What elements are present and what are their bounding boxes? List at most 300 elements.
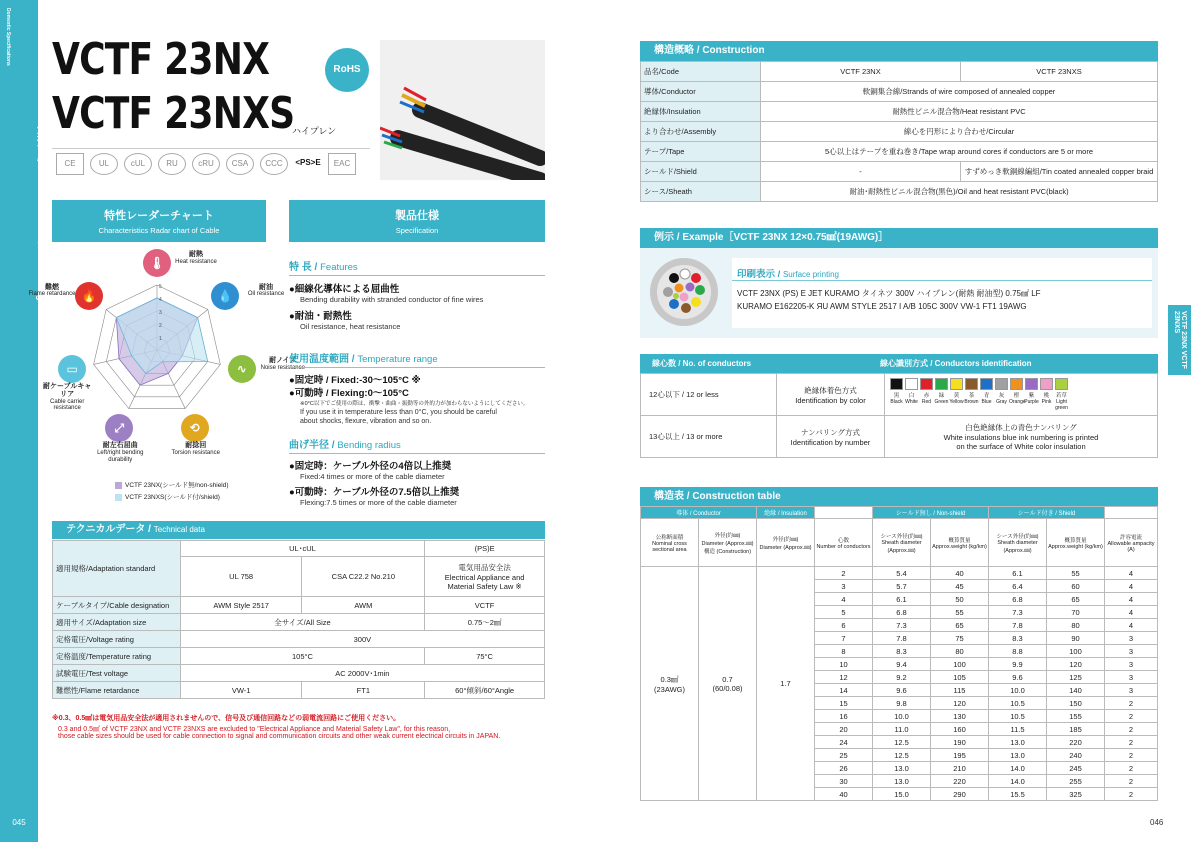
radar-header-en: Characteristics Radar chart of Cable (98, 226, 220, 235)
cons-label: 品名/Code (641, 62, 761, 82)
feature-2: ●耐油・耐熱性 (289, 311, 352, 322)
table-cell: 6.1 (989, 567, 1047, 580)
tech-cell: VW-1 (180, 682, 302, 699)
tech-note-en2: those cable sizes should be used for cable connection to signal and communication circuits and other weak current electrical circuits in JAPAN. (58, 733, 501, 740)
radar-axis-label (95, 442, 145, 463)
color-code-list (885, 374, 1158, 416)
radar-axis-label-en: Torsion resistance (171, 450, 220, 457)
radar-tick-label: 4 (159, 297, 162, 303)
color-jp: 紫 (1028, 393, 1035, 399)
color-swatch (905, 378, 918, 390)
table-cell: 14.0 (989, 762, 1047, 775)
table-cell: 55 (931, 606, 989, 619)
table-cell: 55 (1047, 567, 1105, 580)
color-jp: 桃 (1043, 393, 1050, 399)
col-sd-ns (873, 519, 931, 567)
tech-cell: CSA C22.2 No.210 (302, 557, 425, 597)
tech-cell: 75°C (425, 648, 545, 665)
tech-label: 定格温度/Temperature rating (53, 648, 181, 665)
col-dia (699, 519, 757, 567)
table-cell: 195 (931, 749, 989, 762)
tech-label: ケーブルタイプ/Cable designation (53, 597, 181, 614)
tech-label: 適用サイズ/Adaptation size (53, 614, 181, 631)
color-jp: 若草 (1055, 393, 1067, 399)
color-jp: 白 (908, 393, 915, 399)
tech-cell-line: 電気用品安全法 (458, 563, 511, 572)
cable-illustration (380, 40, 545, 180)
color-en: Orange (1009, 399, 1026, 405)
radar-axis-label-jp: 耐油 (259, 283, 274, 291)
features-title-en: Features (320, 262, 358, 273)
cond-method-en: Identification by color (795, 395, 866, 405)
color-jp: 灰 (998, 393, 1005, 399)
table-cell: 9.6 (989, 671, 1047, 684)
table-cell: 12.5 (873, 736, 931, 749)
tech-note-jp: ※0.3、0.5㎟は電気用品安全法が適用されませんので、信号及び通信回路などの弱電流回路にご使用ください。 (52, 715, 401, 722)
table-cell: 24 (815, 736, 873, 749)
table-cell: 2 (1105, 723, 1158, 736)
table-cell: 3 (1105, 671, 1158, 684)
col-head-en: Diameter (Approx.㎜) 構造 (Construction) (701, 540, 754, 555)
print-line1: VCTF 23NX (PS) E JET KURAMO タイネツ 300V ハイプレン(耐熱 耐油型) 0.75㎟ LF (737, 289, 1041, 298)
cons-cell: VCTF 23NX (761, 62, 961, 82)
cert-icon: CE (56, 153, 84, 175)
example-header: 例示 / Example［VCTF 23NX 12×0.75㎟(19AWG)］ (640, 228, 1158, 248)
spec-header-jp: 製品仕様 (395, 210, 439, 222)
table-cell: 9.9 (989, 658, 1047, 671)
temp-note-en1: If you use it in temperature less than 0°C, you should be careful (300, 409, 497, 416)
color-chip (1024, 378, 1039, 405)
cons-cell: 5心以上はテープを重ね巻き/Tape wrap around cores if conductors are 5 or more (761, 142, 1158, 162)
radar-tick-label: 5 (159, 284, 162, 290)
cons-cell: 軟銅集合線/Strands of wire composed of annealed copper (761, 82, 1158, 102)
radar-axis-label (42, 383, 92, 412)
radar-axis-label (241, 284, 291, 298)
title-line1: VCTF 23NX (52, 34, 270, 85)
table-cell: 155 (1047, 710, 1105, 723)
cable-carrier-icon: ▭ (58, 355, 86, 383)
col-head-en: Number of conductors (816, 543, 871, 550)
table-cell: 245 (1047, 762, 1105, 775)
table-cell: 100 (1047, 645, 1105, 658)
table-cell: 2 (1105, 736, 1158, 749)
col-amp (1105, 519, 1158, 567)
table-cell: 10.0 (873, 710, 931, 723)
radar-header-jp: 特性レーダーチャート (104, 210, 214, 222)
table-cell: 220 (931, 775, 989, 788)
color-jp: 黒 (893, 393, 900, 399)
legend-label: VCTF 23NX(シールド無/non-shield) (125, 482, 229, 489)
merged-cell (641, 567, 699, 801)
col-head-en: Approx.weight (kg/km) (1048, 543, 1103, 550)
table-cell: 40 (815, 788, 873, 801)
page-number-right: 046 (1150, 818, 1164, 827)
cons-cell: VCTF 23NXS (961, 62, 1158, 82)
table-cell: 325 (1047, 788, 1105, 801)
tech-label: 難燃性/Flame retardance (53, 682, 181, 699)
color-en: Brown (964, 399, 979, 405)
table-cell: 2 (815, 567, 873, 580)
table-cell: 26 (815, 762, 873, 775)
radar-tick-label: 1 (159, 336, 162, 342)
cons-label: より合わせ/Assembly (641, 122, 761, 142)
cons-cell: 耐熱性ビニル混合物/Heat resistant PVC (761, 102, 1158, 122)
spec-header (289, 200, 545, 242)
table-cell: 70 (1047, 606, 1105, 619)
table-cell: 6.4 (989, 580, 1047, 593)
bend-title: 曲げ半径 / Bending radius (289, 436, 545, 454)
color-jp: 青 (983, 393, 990, 399)
cert-icon: RU (158, 153, 186, 175)
table-cell: 3 (1105, 684, 1158, 697)
color-en: Green (934, 399, 949, 405)
table-cell: 9.2 (873, 671, 931, 684)
tech-cell: FT1 (302, 682, 425, 699)
merged-cell-line: 0.3㎟ (660, 674, 679, 684)
color-chip (994, 378, 1009, 405)
col-head-en: Allowable ampacity (A) (1107, 540, 1155, 553)
table-cell: 3 (1105, 632, 1158, 645)
tech-label: 試験電圧/Test voltage (53, 665, 181, 682)
table-cell: 2 (1105, 749, 1158, 762)
tech-cell (425, 557, 545, 597)
table-cell: 160 (931, 723, 989, 736)
color-en: Light green (1055, 399, 1068, 411)
side-band (0, 0, 47, 842)
col-w-ns (931, 519, 989, 567)
col-ins (757, 519, 815, 567)
radar-header (52, 200, 266, 242)
grp-blank (815, 507, 873, 519)
feature-2-en: Oil resistance, heat resistance (300, 322, 401, 331)
merged-cell-line: 0.7 (722, 674, 733, 684)
tech-cell-line: Electrical Appliance and (444, 573, 525, 582)
table-cell: 4 (1105, 619, 1158, 632)
cert-divider (52, 148, 370, 149)
cons-label: 導体/Conductor (641, 82, 761, 102)
table-cell: 10 (815, 658, 873, 671)
table-cell: 90 (1047, 632, 1105, 645)
color-swatch (1055, 378, 1068, 390)
cert-icon: <PS>E (295, 158, 321, 167)
temp-flex: ●可動時 / Flexing:0～105°C (289, 388, 409, 399)
tech-cell: 300V (180, 631, 544, 648)
cons-cell: 線心を円形により合わせ/Circular (761, 122, 1158, 142)
table-cell: 13.0 (989, 749, 1047, 762)
color-jp: 赤 (923, 393, 930, 399)
cond-row2-desc (885, 416, 1158, 458)
col-head-jp: 概算質量 (1064, 537, 1087, 544)
tech-cell-line: Material Safety Law ※ (447, 582, 522, 591)
print-title: 印刷表示 / Surface printing (737, 269, 839, 280)
radar-axis-label-jp: 耐ノイズ (269, 357, 297, 365)
col-head-en: Nominal cross sectional area (652, 540, 687, 553)
table-cell: 9.8 (873, 697, 931, 710)
tech-cell: UL 758 (180, 557, 302, 597)
technical-header-en: Technical data (153, 525, 205, 534)
col-head-en: Sheath diameter (Approx.㎜) (881, 539, 922, 554)
cross-section-image (648, 256, 720, 328)
torsion-icon: ⟲ (181, 414, 209, 442)
table-cell: 60 (1047, 580, 1105, 593)
table-cell: 50 (931, 593, 989, 606)
col-sd-s (989, 519, 1047, 567)
cond-method-en: Identification by number (790, 437, 871, 447)
cond-row2-label: 13心以上 / 13 or more (641, 416, 777, 458)
table-cell: 75 (931, 632, 989, 645)
temp-title-jp: 使用温度範囲 (289, 354, 349, 365)
col-head-jp: 外径(約㎜) (772, 536, 799, 543)
radar-axis-label-jp: 耐捻回 (185, 442, 207, 450)
cons-label: シールド/Shield (641, 162, 761, 182)
radar-axis-label (171, 442, 221, 456)
radar-axis-label-jp: 耐熱 (189, 251, 203, 258)
table-row (641, 567, 1158, 580)
table-cell: 65 (1047, 593, 1105, 606)
table-cell: 8.3 (989, 632, 1047, 645)
color-en: Black (890, 399, 903, 405)
color-en: Yellow (949, 399, 964, 405)
features-title-jp: 特 長 (289, 262, 312, 273)
tech-label-standard: 適用規格/Adaptation standard (53, 541, 181, 597)
cond-desc-en1: White insulations blue ink numbering is printed (943, 433, 1099, 442)
cons-label: 絶縁体/Insulation (641, 102, 761, 122)
table-cell: 105 (931, 671, 989, 684)
color-en: Purple (1024, 399, 1039, 405)
radar-axis-label-jp: 耐左右屈曲 (102, 442, 138, 450)
color-swatch (935, 378, 948, 390)
bend-fixed-en: Fixed:4 times or more of the cable diameter (300, 472, 445, 481)
color-en: Pink (1041, 399, 1052, 405)
table-cell: 11.5 (989, 723, 1047, 736)
cert-icon: EAC (328, 153, 356, 175)
table-cell: 4 (1105, 567, 1158, 580)
col-head-jp: 外径(約㎜) (714, 532, 741, 539)
print-divider (732, 280, 1152, 281)
construction-data-table (640, 506, 1158, 801)
table-cell: 6.8 (989, 593, 1047, 606)
side-label-domestic-en: Domestic Specifications (5, 8, 11, 66)
legend-label: VCTF 23NXS(シールド付/shield) (125, 494, 220, 501)
cond-method-jp: ナンバリング方式 (801, 427, 860, 437)
radar-tick-label: 3 (159, 310, 162, 316)
legend-item (115, 492, 229, 501)
color-chip (1039, 378, 1054, 405)
construction-table (640, 61, 1158, 202)
table-cell: 13.0 (989, 736, 1047, 749)
table-cell: 8.8 (989, 645, 1047, 658)
color-jp: 茶 (968, 393, 975, 399)
tech-cell: 60°傾斜/60°Angle (425, 682, 545, 699)
table-cell: 120 (1047, 658, 1105, 671)
table-cell: 20 (815, 723, 873, 736)
merged-cell-line: (60/0.08) (712, 683, 743, 693)
table-cell: 2 (1105, 762, 1158, 775)
cond-desc-jp: 白色絶縁体上の青色ナンバリング (965, 423, 1077, 432)
color-swatch (950, 378, 963, 390)
cons-label: テープ/Tape (641, 142, 761, 162)
table-cell: 14 (815, 684, 873, 697)
table-cell: 7 (815, 632, 873, 645)
cons-cell: すずめっき軟銅線編組/Tin coated annealed copper braid (961, 162, 1158, 182)
table-cell: 6.1 (873, 593, 931, 606)
table-cell: 7.8 (873, 632, 931, 645)
merged-cell-line: (23AWG) (654, 684, 685, 694)
bend-flex: ●可動時：ケーブル外径の7.5倍以上推奨 (289, 487, 460, 498)
cond-desc-en2: on the surface of White color insulation (956, 442, 1086, 451)
table-cell: 5.4 (873, 567, 931, 580)
table-cell: 5.7 (873, 580, 931, 593)
print-title-en: Surface printing (782, 270, 839, 279)
table-cell: 4 (815, 593, 873, 606)
cert-icon: CSA (226, 153, 254, 175)
oil-drop-icon: 💧 (211, 282, 239, 310)
color-chip (934, 378, 949, 405)
table-cell: 65 (931, 619, 989, 632)
radar-tick-label: 2 (159, 323, 162, 329)
table-cell: 80 (931, 645, 989, 658)
col-head-jp: 許容電流 (1119, 534, 1142, 541)
table-cell: 80 (1047, 619, 1105, 632)
color-chip (889, 378, 904, 405)
legend-swatch (115, 494, 122, 501)
table-cell: 125 (1047, 671, 1105, 684)
grp-shield: シールド付き / Shield (989, 507, 1105, 519)
table-cell: 7.3 (873, 619, 931, 632)
bend-title-en: Bending radius (337, 440, 401, 451)
grp-conductor: 導体 / Conductor (641, 507, 757, 519)
color-chip (1054, 378, 1069, 411)
color-chip (979, 378, 994, 405)
legend-item (115, 480, 229, 489)
table-cell: 290 (931, 788, 989, 801)
table-cell: 3 (1105, 645, 1158, 658)
tech-col-pse: (PS)E (425, 541, 545, 557)
right-tab (1168, 305, 1191, 375)
color-swatch (1025, 378, 1038, 390)
radar-axis-label (27, 284, 77, 298)
col-w-s (1047, 519, 1105, 567)
tech-note-en1: 0.3 and 0.5㎟ of VCTF 23NX and VCTF 23NXS are excluded to "Electrical Appliance and Material Safety Law", for this reason, (58, 726, 451, 733)
col-head-jp: 概算質量 (948, 537, 971, 544)
construction-header: 構造概略 / Construction (640, 41, 1158, 61)
cond-row2-method (777, 416, 885, 458)
color-swatch (980, 378, 993, 390)
radar-axis-label-en: Heat resistance (175, 258, 217, 265)
table-cell: 2 (1105, 788, 1158, 801)
table-cell: 5 (815, 606, 873, 619)
print-line2: KURAMO E162205-K ЯU AWM STYLE 2517 I A/B 105C 300V VW-1 FT1 19AWG (737, 302, 1027, 311)
col-head-jp: シース外径(約㎜) (880, 533, 923, 540)
cert-icon: UL (90, 153, 118, 175)
table-cell: 2 (1105, 775, 1158, 788)
table-cell: 115 (931, 684, 989, 697)
technical-header-jp: テクニカルデータ (66, 524, 146, 535)
color-en: Red (921, 399, 932, 405)
legend-swatch (115, 482, 122, 489)
cert-icon: cUL (124, 153, 152, 175)
cond-method-jp: 絶縁体着色方式 (804, 385, 857, 395)
thermometer-icon: 🌡 (143, 249, 171, 277)
table-cell: 240 (1047, 749, 1105, 762)
side-label-domestic: 国内仕様 (37, 8, 47, 44)
color-swatch (890, 378, 903, 390)
col-head-en: Sheath diameter (Approx.㎜) (997, 539, 1038, 554)
table-cell: 140 (1047, 684, 1105, 697)
table-cell: 30 (815, 775, 873, 788)
table-cell: 9.4 (873, 658, 931, 671)
radar-axis-label-jp: 耐ケーブルキャリア (42, 383, 92, 399)
grp-insulation: 絶縁 / Insulation (757, 507, 815, 519)
col-head-en: Approx.weight (kg/km) (932, 543, 987, 550)
color-chip (904, 378, 919, 405)
color-jp: 緑 (938, 393, 945, 399)
grp-nonshield: シールド無し / Non-shield (873, 507, 989, 519)
conductors-h2: 線心識別方式 / Conductors identification (880, 359, 1032, 368)
tech-col-ul: UL･cUL (180, 541, 424, 557)
technical-table (52, 540, 545, 699)
col-cross (641, 519, 699, 567)
tech-label: 定格電圧/Voltage rating (53, 631, 181, 648)
radar-axis-label-en: Cable carrier resistance (49, 398, 85, 412)
table-cell: 25 (815, 749, 873, 762)
color-jp: 黄 (953, 393, 960, 399)
table-cell: 210 (931, 762, 989, 775)
construction-table-header: 構造表 / Construction table (640, 487, 1158, 506)
table-cell: 10.0 (989, 684, 1047, 697)
bend-flex-en: Flexing:7.5 times or more of the cable diameter (300, 498, 457, 507)
radar-axis-label-jp: 難燃 (44, 283, 59, 291)
table-cell: 13.0 (873, 775, 931, 788)
temp-note-jp: ※0°C以下でご使用の際は、衝撃・曲曲・振動等の外的力が加わらないようにしてください。 (300, 401, 529, 407)
merged-cell (757, 567, 815, 801)
table-cell: 11.0 (873, 723, 931, 736)
table-cell: 12.5 (873, 749, 931, 762)
col-head-jp: 公称断面積 (655, 534, 684, 541)
table-cell: 4 (1105, 593, 1158, 606)
table-cell: 16 (815, 710, 873, 723)
color-chip (1009, 378, 1024, 405)
col-head-jp: 心数 (837, 537, 849, 544)
title-line2: VCTF 23NXS (52, 88, 295, 139)
table-cell: 9.6 (873, 684, 931, 697)
table-cell: 255 (1047, 775, 1105, 788)
col-cores (815, 519, 873, 567)
table-cell: 4 (1105, 580, 1158, 593)
table-cell: 15.5 (989, 788, 1047, 801)
table-cell: 190 (931, 736, 989, 749)
table-cell: 2 (1105, 710, 1158, 723)
tech-cell: AC 2000V･1min (180, 665, 544, 682)
tech-cell: 105°C (180, 648, 424, 665)
cable-photo (380, 40, 545, 180)
side-series-label: 定格電圧300V VCTFシリーズ Rated voltage 300V VCTF series (36, 125, 46, 384)
color-en: Gray (996, 399, 1007, 405)
spec-header-en: Specification (395, 226, 439, 235)
cert-icon: cRU (192, 153, 220, 175)
technical-header: テクニカルデータ / Technical data (52, 521, 545, 539)
radar-axis-label-en: Flame retardance (28, 291, 76, 298)
color-swatch (1010, 378, 1023, 390)
feature-1: ●細線化導体による屈曲性 (289, 284, 400, 295)
temp-title: 使用温度範囲 / Temperature range (289, 350, 545, 368)
table-cell: 150 (1047, 697, 1105, 710)
title-suffix: ハイプレン (292, 126, 337, 136)
color-swatch (920, 378, 933, 390)
page-number-left: 045 (12, 818, 26, 827)
cond-row1-method (777, 374, 885, 416)
bend-fixed: ●固定時：ケーブル外径の4倍以上推奨 (289, 461, 452, 472)
